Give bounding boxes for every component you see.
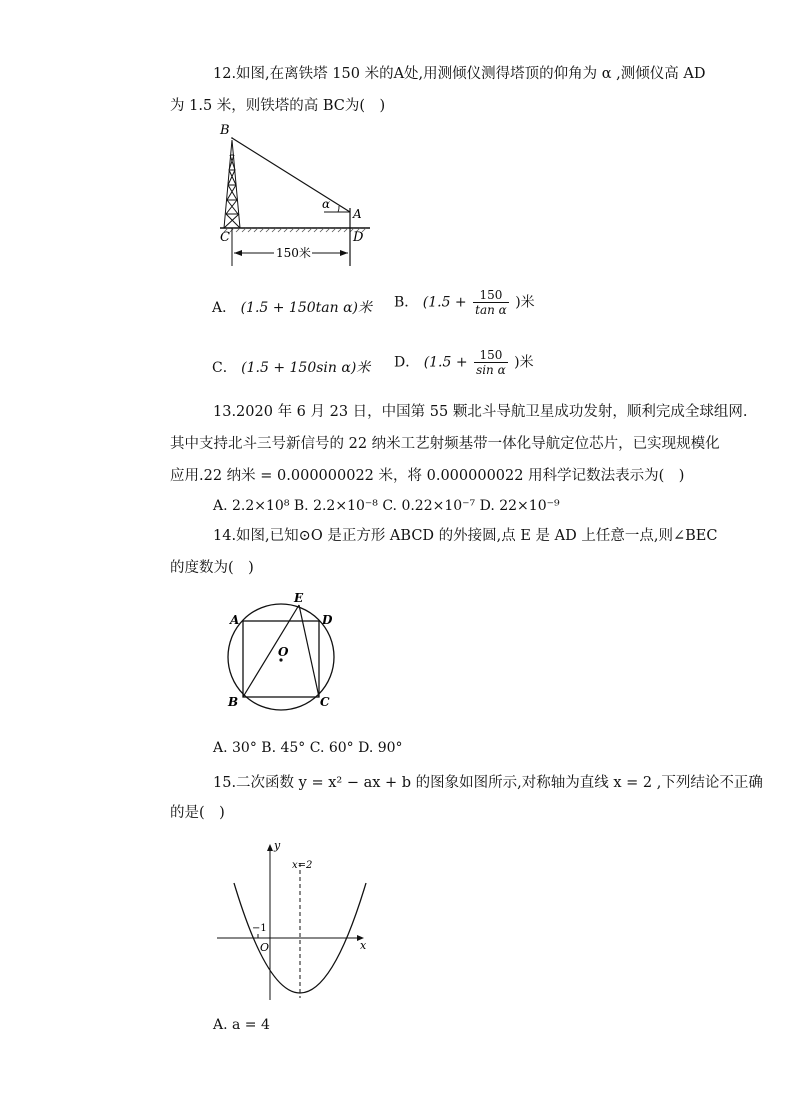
q13-text-line3: 应用.22 纳米 = 0.000000022 米，将 0.000000022 用科学记数法表示为( ) — [170, 468, 685, 484]
q14-text-line2: 的度数为( ) — [170, 560, 254, 576]
q12-text-line2: 为 1.5 米，则铁塔的高 BC为( ) — [170, 98, 386, 114]
label-E: E — [294, 591, 304, 605]
q14-options: A. 30° B. 45° C. 60° D. 90° — [213, 740, 403, 756]
label-x: x — [360, 939, 367, 952]
q12-option-b-num: 150 — [473, 288, 509, 303]
q15-option-a: A. a = 4 — [213, 1017, 270, 1033]
label-D: D — [353, 230, 364, 245]
q12-option-c-label: C． — [212, 360, 237, 376]
q12-option-b-post: )米 — [515, 294, 535, 311]
label-A: A — [353, 207, 362, 221]
q12-option-b-pre: (1.5 + — [422, 294, 467, 311]
label-B: B — [220, 123, 230, 138]
q12-option-c-text: (1.5 + 150sin α)米 — [241, 360, 371, 376]
q12-option-b-den: tan α — [475, 303, 507, 317]
q14-circle-figure — [220, 590, 345, 715]
q14-text-line1: 14.如图,已知⊙O 是正方形 ABCD 的外接圆,点 E 是 AD 上任意一点,则∠BEC — [213, 528, 718, 544]
q12-option-d-fraction — [474, 348, 508, 377]
q12-option-a — [212, 297, 372, 317]
q12-option-a-text: (1.5 + 150tan α)米 — [240, 300, 373, 316]
q12-option-b-label: B． — [394, 294, 419, 311]
label-C: C — [320, 695, 330, 709]
q12-option-d — [394, 348, 534, 377]
q12-option-a-label: A． — [212, 300, 237, 316]
label-B: B — [228, 695, 239, 709]
label-O: O — [278, 645, 289, 659]
q12-option-c — [212, 357, 370, 377]
label-origin: O — [260, 941, 270, 954]
q12-text-line1: 12.如图,在离铁塔 150 米的A处,用测倾仪测得塔顶的仰角为 α ,测倾仪高 AD — [213, 66, 706, 82]
label-A: A — [230, 613, 240, 627]
q13-options: A. 2.2×10⁸ B. 2.2×10⁻⁸ C. 0.22×10⁻⁷ D. 22×10⁻⁹ — [213, 498, 560, 514]
label-D: D — [322, 613, 333, 627]
q15-parabola-figure — [212, 835, 372, 1005]
q12-option-b-fraction — [473, 288, 509, 317]
label-alpha: α — [322, 197, 331, 211]
label-C: C — [220, 230, 230, 245]
label-minus-one: −1 — [252, 923, 267, 934]
q12-option-d-label: D． — [394, 354, 420, 371]
q12-option-b — [394, 288, 535, 317]
label-distance: 150米 — [276, 246, 311, 260]
label-axis: x=2 — [292, 860, 313, 871]
q15-text-line2: 的是( ) — [170, 805, 225, 821]
q12-option-d-num: 150 — [474, 348, 508, 363]
q12-option-d-post: )米 — [514, 354, 534, 371]
q12-tower-figure — [212, 120, 382, 270]
label-y: y — [274, 839, 281, 852]
q13-text-line1: 13.2020 年 6 月 23 日，中国第 55 颗北斗导航卫星成功发射，顺利完成全球组网. — [213, 404, 748, 420]
q12-option-d-pre: (1.5 + — [423, 354, 468, 371]
q15-text-line1: 15.二次函数 y = x² − ax + b 的图象如图所示,对称轴为直线 x = 2 ,下列结论不正确 — [213, 775, 763, 791]
q12-option-d-den: sin α — [476, 363, 506, 377]
q13-text-line2: 其中支持北斗三号新信号的 22 纳米工艺射频基带一体化导航定位芯片，已实现规模化 — [170, 436, 720, 452]
